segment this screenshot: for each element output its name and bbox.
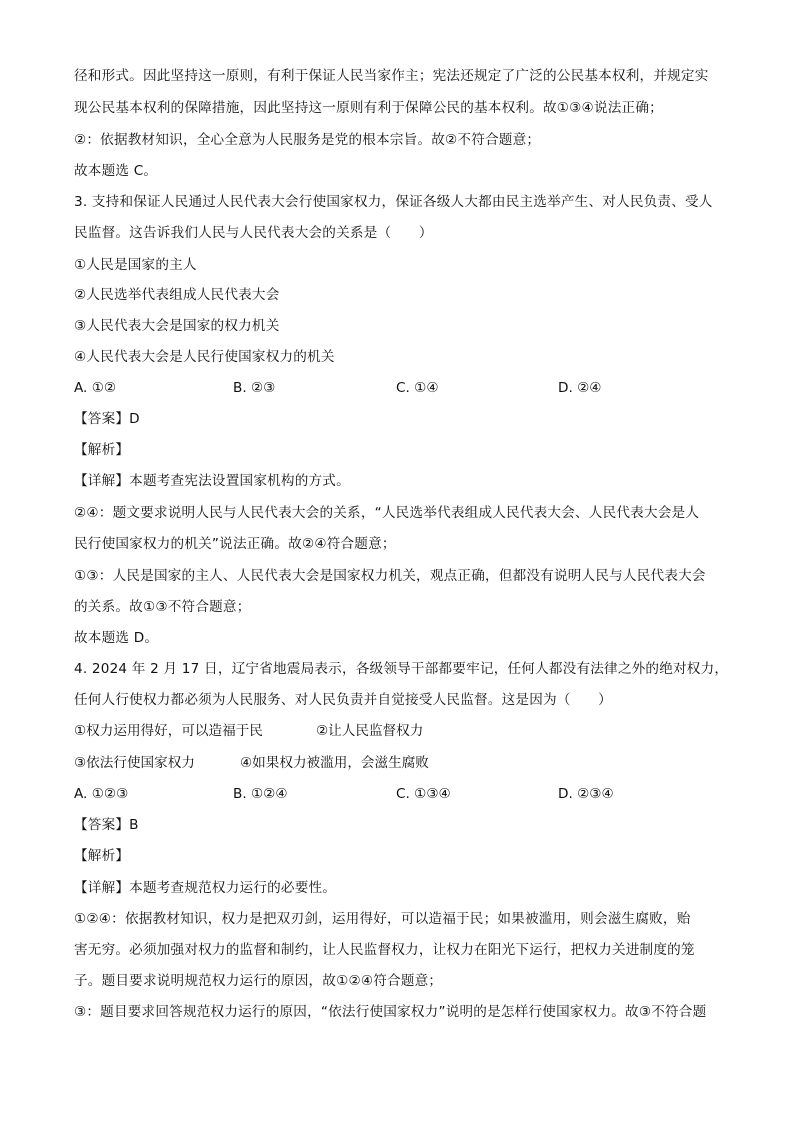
q3-detail: 【详解】本题考查宪法设置国家机构的方式。 xyxy=(74,473,350,489)
q3-explanation-line-3: ①③：人民是国家的主人、人民代表大会是国家权力机关，观点正确，但都没有说明人民与人民代表大会 xyxy=(74,568,706,584)
q2-explanation-line-2: 现公民基本权利的保障措施，因此坚持这一原则有利于保障公民的基本权利。故①③④说法正确； xyxy=(74,100,663,116)
q4-detail: 【详解】本题考查规范权力运行的必要性。 xyxy=(74,880,337,896)
q3-statement-1: ①人民是国家的主人 xyxy=(74,257,197,273)
q4-option-a: A. ①②③ xyxy=(74,786,129,802)
q4-option-b: B. ①②④ xyxy=(233,786,288,802)
q4-answer: 【答案】B xyxy=(74,817,139,833)
q4-explanation-line-1: ①②④：依据教材知识，权力是把双刃剑，运用得好，可以造福于民；如果被滥用，则会滋生腐败，贻 xyxy=(74,911,691,927)
q4-explanation-line-2: 害无穷。必须加强对权力的监督和制约，让人民监督权力，让权力在阳光下运行，把权力关进制度的笼 xyxy=(74,942,695,958)
q3-stem-line-2: 民监督。这告诉我们人民与人民代表大会的关系是（ ） xyxy=(74,225,433,241)
q3-stem-line-1: 3. 支持和保证人民通过人民代表大会行使国家权力，保证各级人大都由民主选举产生、对人民负责、受人 xyxy=(74,194,713,210)
q3-answer: 【答案】D xyxy=(74,411,140,427)
q3-explanation-line-2: 民行使国家权力的机关”说法正确。故②④符合题意； xyxy=(74,536,396,552)
q4-statement-1: ①权力运用得好，可以造福于民 xyxy=(74,723,263,739)
q2-conclusion: 故本题选 C。 xyxy=(74,163,158,179)
q2-explanation-line-3: ②：依据教材知识，全心全意为人民服务是党的根本宗旨。故②不符合题意； xyxy=(74,132,541,148)
q4-explanation-line-4: ③：题目要求回答规范权力运行的原因，“依法行使国家权力”说明的是怎样行使国家权力。故③不符合题 xyxy=(74,1004,707,1020)
q3-option-b: B. ②③ xyxy=(233,380,276,396)
q3-explanation-line-4: 的关系。故①③不符合题意； xyxy=(74,599,251,615)
q4-stem-line-1: 4. 2024 年 2 月 17 日，辽宁省地震局表示，各级领导干部都要牢记，任何人都没有法律之外的绝对权力， xyxy=(74,661,729,677)
q2-explanation-line-1: 径和形式。因此坚持这一原则，有利于保证人民当家作主；宪法还规定了广泛的公民基本权利，并规定实 xyxy=(74,68,709,84)
q3-statement-2: ②人民选举代表组成人民代表大会 xyxy=(74,287,280,303)
q4-explanation-line-3: 子。题目要求说明规范权力运行的原因，故①②④符合题意； xyxy=(74,973,443,989)
q4-statement-3: ③依法行使国家权力 xyxy=(74,755,195,771)
q4-statement-2: ②让人民监督权力 xyxy=(316,723,424,739)
q3-statement-3: ③人民代表大会是国家的权力机关 xyxy=(74,318,280,334)
q3-analysis-heading: 【解析】 xyxy=(74,442,130,458)
q3-explanation-line-1: ②④：题文要求说明人民与人民代表大会的关系，“人民选举代表组成人民代表大会、人民代表大会是人 xyxy=(74,505,700,521)
q3-conclusion: 故本题选 D。 xyxy=(74,630,159,646)
q4-analysis-heading: 【解析】 xyxy=(74,848,130,864)
q3-option-c: C. ①④ xyxy=(396,380,439,396)
q3-option-a: A. ①② xyxy=(74,380,117,396)
q3-statement-4: ④人民代表大会是人民行使国家权力的机关 xyxy=(74,349,335,365)
q4-statement-4: ④如果权力被滥用，会滋生腐败 xyxy=(240,755,429,771)
q3-option-d: D. ②④ xyxy=(558,380,602,396)
q4-option-c: C. ①③④ xyxy=(396,786,451,802)
q4-option-d: D. ②③④ xyxy=(558,786,614,802)
q4-stem-line-2: 任何人行使权力都必须为人民服务、对人民负责并自觉接受人民监督。这是因为（ ） xyxy=(74,692,612,708)
